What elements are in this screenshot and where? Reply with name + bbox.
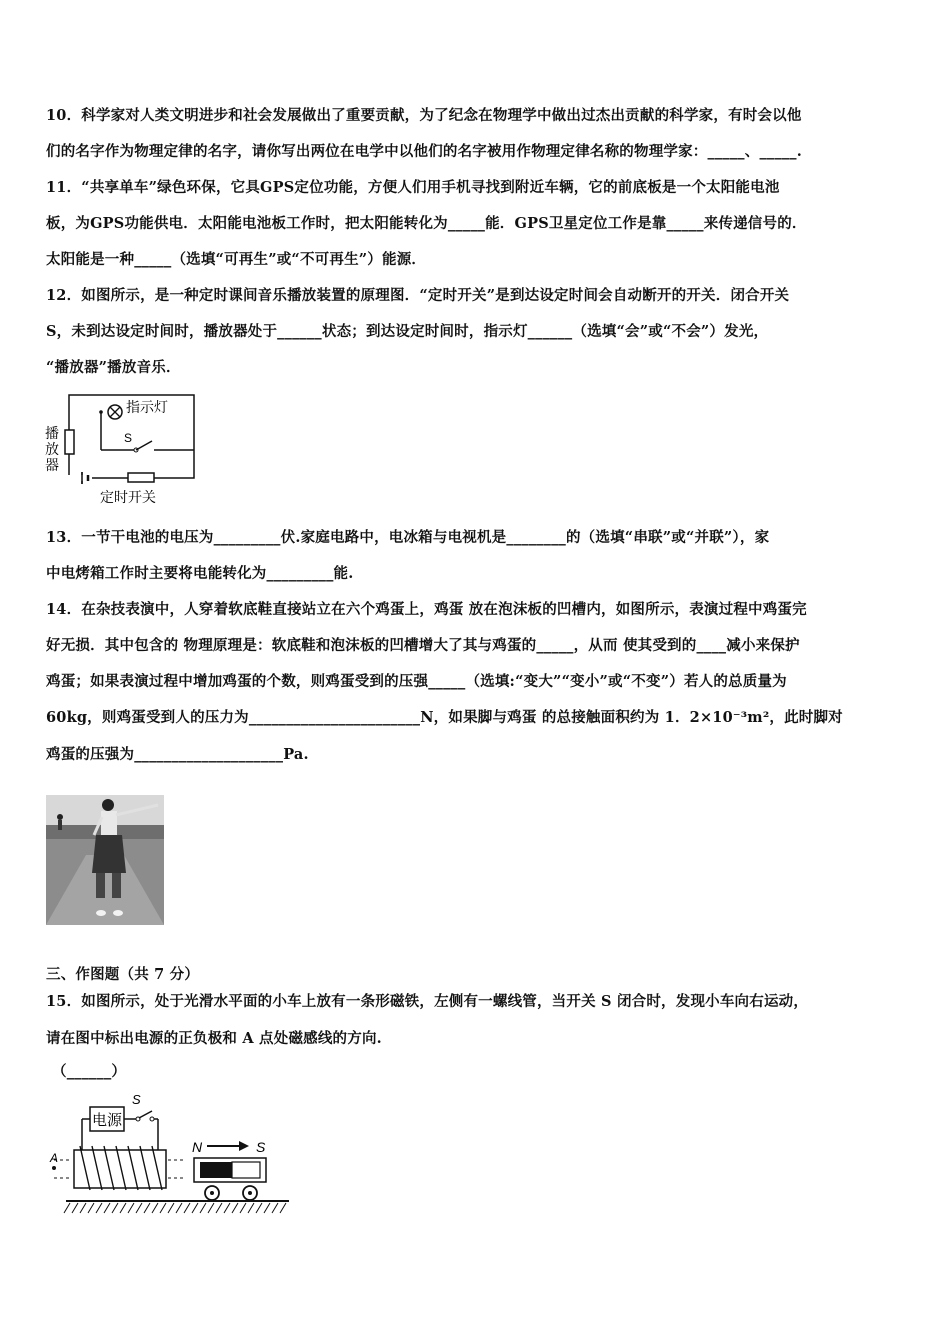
q10-line1: 10．科学家对人类文明进步和社会发展做出了重要贡献，为了纪念在物理学中做出过杰出贡献的科学家，有时会以他 <box>46 107 802 124</box>
player-label-3: 器 <box>45 457 59 473</box>
q12-line2: S，未到达设定时间时，播放器处于______状态；到达设定时间时，指示灯______（选填“会”或“不会”）发光， <box>46 323 769 340</box>
switch-s <box>139 1111 152 1118</box>
section3-title: 三、作图题（共 7 分） <box>46 966 200 983</box>
q11-line1: 11．“共享单车”绿色环保，它具GPS定位功能，方便人们用手机寻找到附近车辆，它的前底板是一个太阳能电池 <box>46 179 780 196</box>
point-a-label: A <box>50 1151 59 1165</box>
q12-circuit-figure <box>42 390 202 510</box>
switch-s-label: S <box>132 1092 141 1107</box>
lamp-label: 指示灯 <box>126 399 168 415</box>
q11-line3: 太阳能是一种_____（选填“可再生”或“不可再生”）能源． <box>46 251 427 268</box>
q15-line1: 15．如图所示，处于光滑水平面的小车上放有一条形磁铁，左侧有一螺线管，当开关 S 闭合时，发现小车向右运动， <box>46 993 809 1010</box>
q14-acrobat-photo <box>46 795 164 925</box>
q14-line5: 鸡蛋的压强为____________________Pa. <box>46 746 309 763</box>
q15-answer-blank: （______） <box>52 1063 127 1080</box>
q15-solenoid-figure <box>44 1090 294 1225</box>
q12-line1: 12．如图所示，是一种定时课间音乐播放装置的原理图．“定时开关”是到达设定时间会自动断开的开关．闭合开关 <box>46 287 790 304</box>
magnet-n-label: N <box>192 1139 203 1155</box>
player-label-1: 播 <box>45 425 59 441</box>
q13-line2: 中电烤箱工作时主要将电能转化为_________能. <box>46 565 354 582</box>
timer-switch-label: 定时开关 <box>100 489 156 505</box>
q10-line2: 们的名字作为物理定律的名字，请你写出两位在电学中以他们的名字被用作物理定律名称的物理学家：_____、_____. <box>46 143 802 160</box>
q14-line2: 好无损．其中包含的 物理原理是：软底鞋和泡沫板的凹槽增大了其与鸡蛋的_____，从而 使其受到的____减小来保护 <box>46 637 800 654</box>
q14-line3: 鸡蛋；如果表演过程中增加鸡蛋的个数，则鸡蛋受到的压强_____（选填:“变大”“变小”或“不变”）若人的总质量为 <box>46 673 787 690</box>
magnet-s-label: S <box>256 1139 266 1155</box>
timer-switch-icon <box>128 473 154 482</box>
bar-magnet-icon <box>200 1162 232 1178</box>
q14-line1: 14．在杂技表演中，人穿着软底鞋直接站立在六个鸡蛋上，鸡蛋 放在泡沫板的凹槽内，如图所示，表演过程中鸡蛋完 <box>46 601 807 618</box>
q11-line2: 板，为GPS功能供电．太阳能电池板工作时，把太阳能转化为_____能．GPS卫星定位工作是靠_____来传递信号的． <box>46 215 807 232</box>
player-label-2: 放 <box>45 441 59 457</box>
switch-s-label: S <box>124 431 133 445</box>
q13-line1: 13．一节干电池的电压为_________伏.家庭电路中，电冰箱与电视机是________的（选填“串联”或“并联”），家 <box>46 529 770 546</box>
power-source-label: 电源 <box>92 1112 123 1129</box>
q12-line3: “播放器”播放音乐． <box>46 359 181 376</box>
player-icon <box>65 430 74 454</box>
q14-line4: 60kg，则鸡蛋受到人的压力为_______________________N，如果脚与鸡蛋 的总接触面积约为 1．2×10⁻³m²，此时脚对 <box>46 709 843 726</box>
switch-s <box>136 441 152 450</box>
q15-line2: 请在图中标出电源的正负极和 A 点处磁感线的方向. <box>46 1030 382 1047</box>
